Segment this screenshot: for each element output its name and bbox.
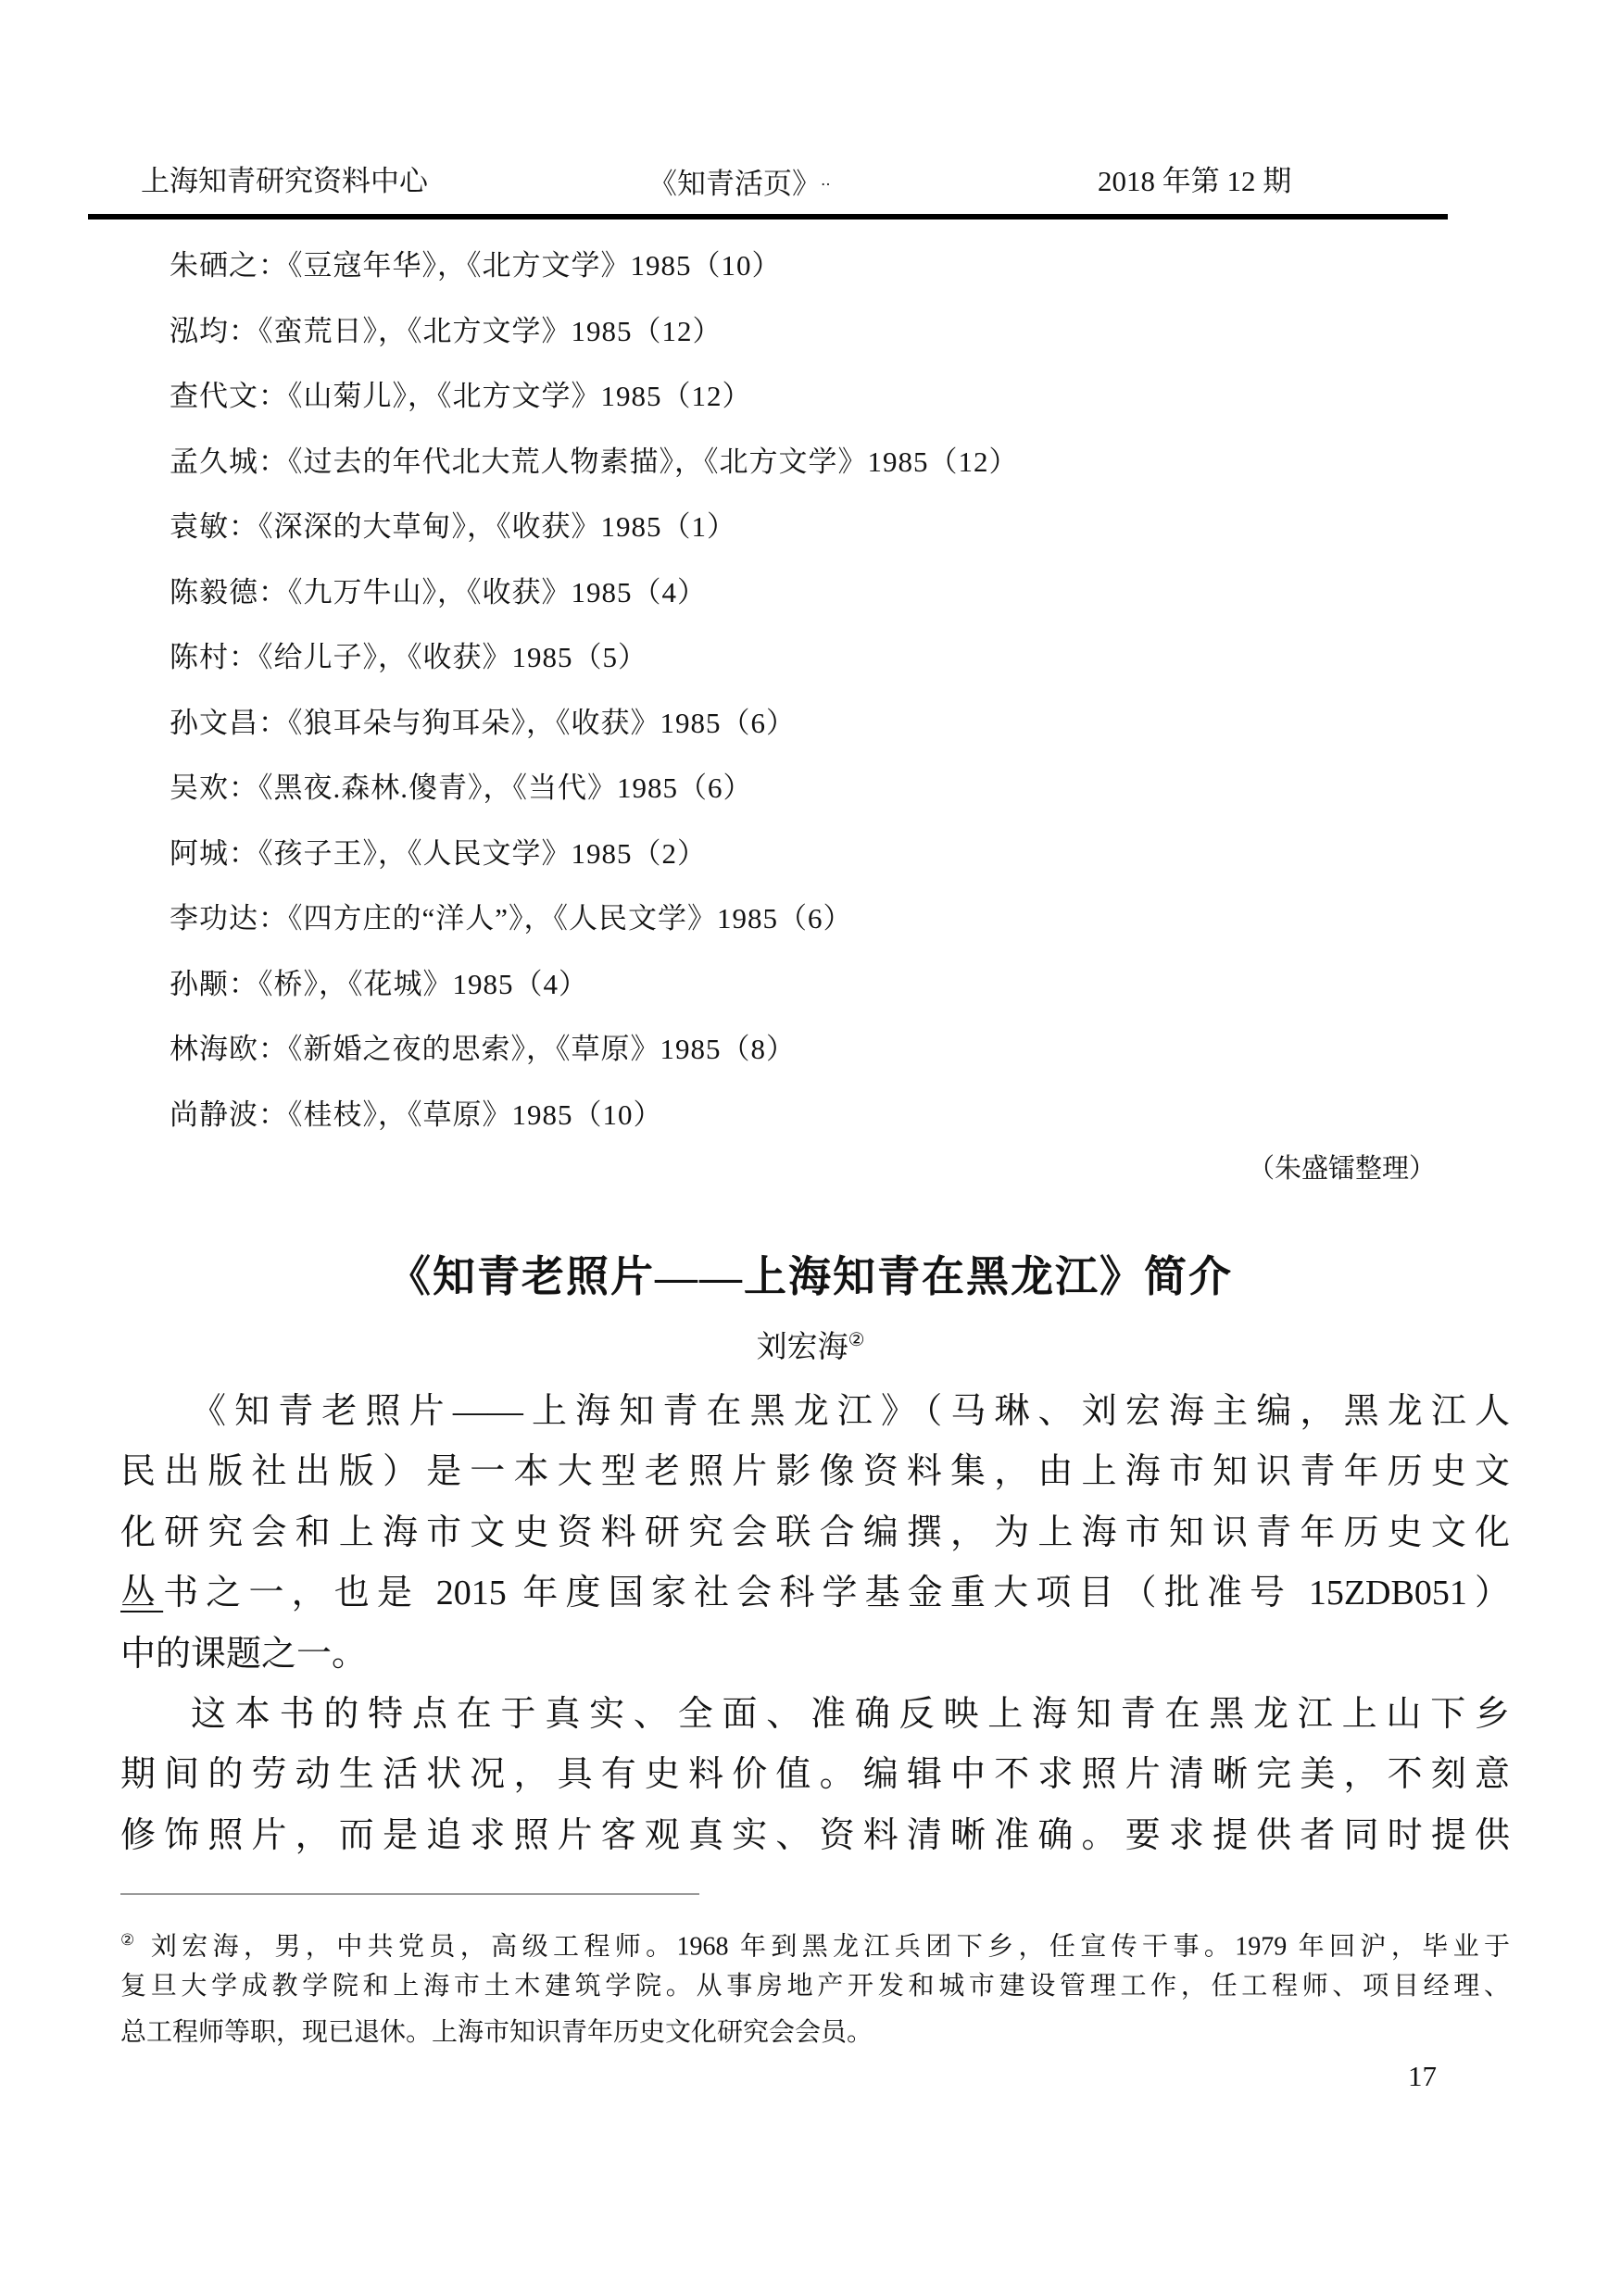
paragraph1-line: 中的课题之一。 (120, 1634, 368, 1674)
footnote-line: 总工程师等职，现已退休。上海市知识青年历史文化研究会会员。 (120, 2018, 873, 2047)
page-number: 17 (1408, 2060, 1437, 2092)
citation-item: 陈毅德：《九万牛山》，《收获》1985（4） (170, 575, 707, 609)
citation-item: 孟久城：《过去的年代北大荒人物素描》，《北方文学》1985（12） (170, 445, 1019, 478)
footnote-line (120, 1917, 1510, 1964)
citation-item: 查代文：《山菊儿》，《北方文学》1985（12） (170, 380, 752, 412)
citation-item: 李功达：《四方庄的“洋人”》，《人民文学》1985（6） (170, 902, 853, 935)
citation-item: 朱硒之：《豆寇年华》，《北方文学》1985（10） (170, 249, 782, 282)
header-org-name: 上海知青研究资料中心 (141, 165, 428, 197)
citation-item: 阿城：《孩子王》，《人民文学》1985（2） (170, 836, 707, 870)
paragraph1-line-rest: 书之一，也是 2015 年度国家社会科学基金重大项目（批准号 15ZDB051） (163, 1574, 1510, 1613)
citation-item: 尚静波：《桂枝》，《草原》1985（10） (170, 1098, 663, 1131)
citation-item: 泓均：《蛮荒日》，《北方文学》1985（12） (170, 314, 723, 347)
citation-item: 陈村：《给儿子》，《收获》1985（5） (170, 641, 647, 673)
article-title: 《知青老照片——上海知青在黑龙江》简介 (388, 1253, 1233, 1300)
compiler-credit: （朱盛镭整理） (1247, 1154, 1436, 1184)
article-body (120, 1382, 1510, 1866)
paragraph1-line: 民出版社出版）是一本大型老照片影像资料集，由上海市知识青年历史文 (120, 1452, 1510, 1492)
paragraph1-line (120, 1563, 1510, 1624)
paragraph2-line: 这本书的特点在于真实、全面、准确反映上海知青在黑龙江上山下乡 (191, 1694, 1510, 1734)
citation-list (170, 233, 1019, 1148)
header-issue: 2018 年第 12 期 (1098, 165, 1292, 197)
article-author (0, 1317, 1621, 1371)
underlined-character: 丛 (120, 1574, 164, 1613)
citation-item: 吴欢：《黑夜.森林.傻青》，《当代》1985（6） (170, 772, 753, 804)
header-title-mark: ‥ (821, 173, 830, 189)
header-publication-title (648, 163, 830, 203)
footnote-line-text: 刘宏海，男，中共党员，高级工程师。1968 年到黑龙江兵团下乡，任宣传干事。1979 年回沪，毕业于 (139, 1932, 1511, 1962)
paragraph2-line: 期间的劳动生活状况，具有史料价值。编辑中不求照片清晰完美，不刻意 (120, 1755, 1510, 1795)
footnote-line: 复旦大学成教学院和上海市土木建筑学院。从事房地产开发和城市建设管理工作，任工程师、项目经理、 (120, 1972, 1510, 2001)
paragraph2-line: 修饰照片，而是追求照片客观真实、资料清晰准确。要求提供者同时提供 (120, 1815, 1510, 1855)
author-name: 刘宏海 (756, 1331, 848, 1364)
header-publication-title-text: 《知青活页》 (648, 168, 821, 200)
citation-item: 孙文昌：《狼耳朵与狗耳朵》，《收获》1985（6） (170, 706, 796, 739)
footnote-ref: ② (120, 1931, 140, 1949)
footnote (120, 1917, 1510, 2056)
paragraph1-line: 《知青老照片——上海知青在黑龙江》（马琳、刘宏海主编，黑龙江人 (191, 1392, 1510, 1431)
citation-item: 林海欧：《新婚之夜的思索》，《草原》1985（8） (170, 1033, 796, 1065)
citation-item: 袁敏：《深深的大草甸》，《收获》1985（1） (170, 510, 736, 543)
header-rule (88, 214, 1448, 220)
paragraph1-line: 化研究会和上海市文史资料研究会联合编撰，为上海市知识青年历史文化 (120, 1512, 1510, 1552)
author-footnote-ref: ② (848, 1330, 865, 1350)
footnote-separator (120, 1893, 699, 1895)
citation-item: 孙颙：《桥》，《花城》1985（4） (170, 967, 588, 1000)
